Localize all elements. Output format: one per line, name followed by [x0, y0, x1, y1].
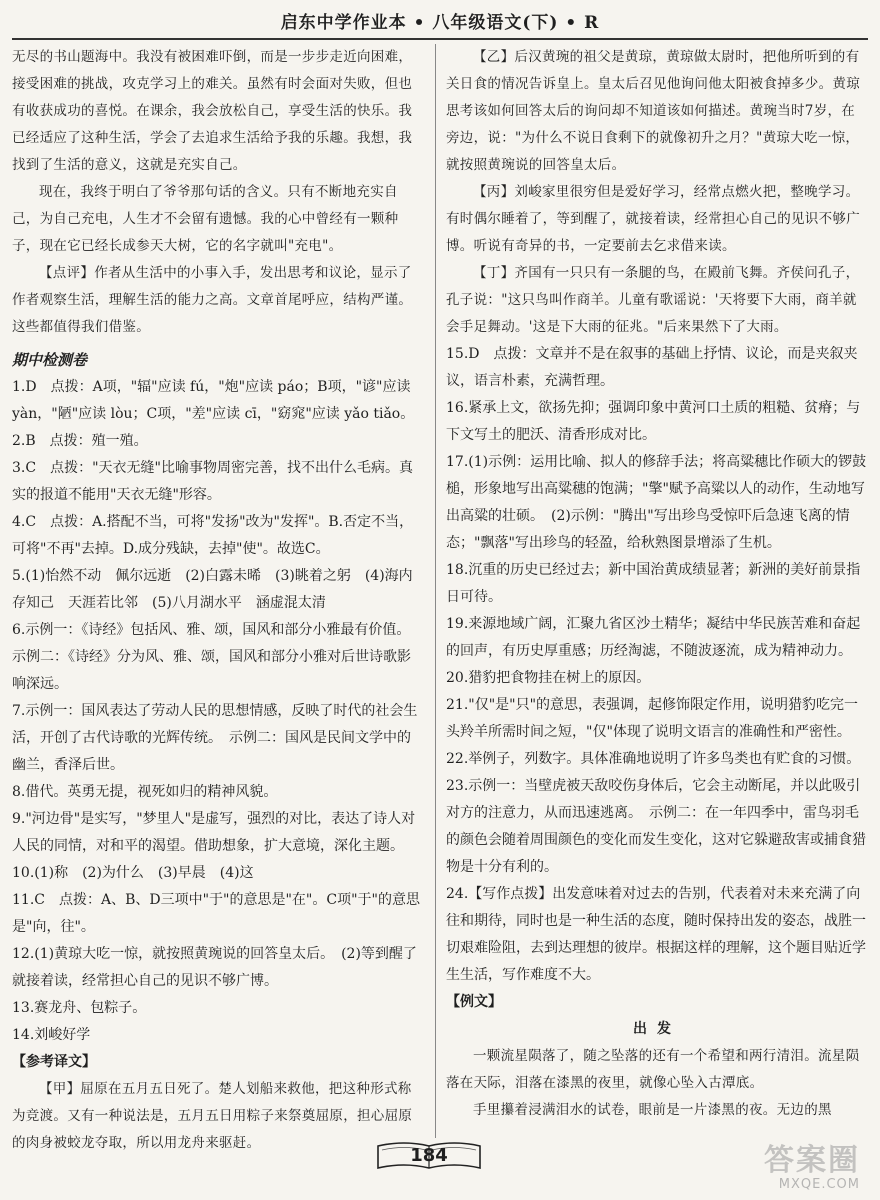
- reference-heading: 【参考译文】: [12, 1054, 96, 1070]
- answer-item: 21."仅"是"只"的意思，表强调，起修饰限定作用，说明猎豹吃完一头羚羊所需时间之短，"仅"体现了说明文语言的准确性和严密性。: [446, 697, 859, 740]
- section-title: 期中检测卷: [12, 351, 88, 369]
- answer-item: 22.举例子，列数字。具体准确地说明了许多鸟类也有贮食的习惯。: [446, 751, 861, 767]
- answer-item: 11.C 点拨：A、B、D三项中"于"的意思是"在"。C项"于"的意思是"向，往"。: [12, 892, 420, 935]
- essay-title: 出发: [633, 1021, 681, 1037]
- answer-item: 23.示例一：当壁虎被天敌咬伤身体后，它会主动断尾，并以此吸引对方的注意力，从而迅速逃离。 示例二：在一年四季中，雷鸟羽毛的颜色会随着周围颜色的变化而发生变化，这对它躲避敌害或捕食猎物是十分有利的。: [446, 778, 866, 875]
- page-number-badge: [374, 1138, 484, 1172]
- reference-paragraph: 【乙】后汉黄琬的祖父是黄琼，黄琼做太尉时，把他所听到的有关日食的情况告诉皇上。皇太后召见他询问他太阳被食掉多少。黄琼思考该如何回答太后的询问却不知道该如何描述。黄琬当时7岁，在旁边，说："为什么不说日食剩下的就像初升之月？"黄琼大吃一惊，就按照黄琬说的回答皇太后。: [446, 49, 860, 173]
- essay-paragraph: 手里攥着浸满泪水的试卷，眼前是一片漆黑的夜。无边的黑: [473, 1102, 832, 1118]
- reference-paragraph: 【丙】刘峻家里很穷但是爱好学习，经常点燃火把，整晚学习。有时偶尔睡着了，等到醒了，就接着读，经常担心自己的见识不够广博。听说有奇异的书，一定要前去乞求借来读。: [446, 184, 860, 254]
- answer-item: 16.紧承上文，欲扬先抑；强调印象中黄河口土质的粗糙、贫瘠；与下文写土的肥沃、清香形成对比。: [446, 400, 861, 443]
- running-header: [12, 8, 868, 40]
- reference-paragraph: 【丁】齐国有一只只有一条腿的鸟，在殿前飞舞。齐侯问孔子，孔子说："这只鸟叫作商羊。儿童有歌谣说：'天将要下大雨，商羊就会手足舞动。'这是下大雨的征兆。"后来果然下了大雨。: [446, 265, 860, 335]
- essay-paragraph: 现在，我终于明白了爷爷那句话的含义。只有不断地充实自己，为自己充电，人生才不会留有遗憾。我的心中曾经有一颗种子，现在它已经长成参天大树，它的名字就叫"充电"。: [12, 184, 399, 254]
- answer-item: 9."河边骨"是实写，"梦里人"是虚写，强烈的对比，表达了诗人对人民的同情，对和平的渴望。借助想象，扩大意境，深化主题。: [12, 811, 416, 854]
- answer-item: 6.示例一：《诗经》包括风、雅、颂，国风和部分小雅最有价值。 示例二：《诗经》分为风、雅、颂，国风和部分小雅对后世诗歌影响深远。: [12, 622, 418, 692]
- answer-item: 24.【写作点拨】出发意味着对过去的告别，代表着对未来充满了向往和期待，同时也是一种生活的态度，随时保持出发的姿态，战胜一切艰难险阻，去到达理想的彼岸。根据这样的理解，这个题目贴近学生生活，写作难度不大。: [446, 886, 866, 983]
- right-column: [446, 44, 868, 1140]
- essay-paragraph: 一颗流星陨落了，随之坠落的还有一个希望和两行清泪。流星陨落在天际，泪落在漆黑的夜里，就像心坠入古潭底。: [446, 1048, 860, 1091]
- essay-paragraph: 无尽的书山题海中。我没有被困难吓倒，而是一步步走近向困难，接受困难的挑战，攻克学习上的难关。虽然有时会面对失败，但也有收获成功的喜悦。在课余，我会放松自己，享受生活的快乐。我已经适应了这种生活，学会了去追求生活给予我的乐趣。我想，我找到了生活的意义，这就是充实自己。: [12, 49, 413, 173]
- answer-item: 15.D 点拨：文章并不是在叙事的基础上抒情、议论，而是夹叙夹议，语言朴素，充满哲理。: [446, 346, 858, 389]
- answer-item: 20.猎豹把食物挂在树上的原因。: [446, 670, 651, 686]
- answer-item: 1.D 点拨：A项，"辐"应读 fú，"炮"应读 páo；B项，"谚"应读 yàn，"陋"应读 lòu；C项，"差"应读 cī，"窈窕"应读 yǎo tiǎo。: [12, 379, 415, 422]
- answer-item: 7.示例一：国风表达了劳动人民的思想情感，反映了时代的社会生活，开创了古代诗歌的光辉传统。 示例二：国风是民间文学中的幽兰，香泽后世。: [12, 703, 418, 773]
- answer-item: 8.借代。英勇无提，视死如归的精神风貌。: [12, 784, 278, 800]
- answer-item: 5.(1)怡然不动 佩尔远逝 (2)白露未晞 (3)眺着之躬 (4)海内存知己 天涯若比邻 (5)八月湖水平 涵虚混太清: [12, 568, 413, 611]
- answer-item: 14.刘峻好学: [12, 1027, 91, 1043]
- answer-item: 4.C 点拨：A.搭配不当，可将"发扬"改为"发挥"。B.否定不当，可将"不再"去掉。D.成分残缺，去掉"使"。故选C。: [12, 514, 414, 557]
- comment-paragraph: 【点评】作者从生活中的小事入手，发出思考和议论，显示了作者观察生活，理解生活的能力之高。文章首尾呼应，结构严谨。这些都值得我们借鉴。: [12, 265, 413, 335]
- left-column: [12, 44, 424, 1151]
- site-watermark: [764, 1145, 860, 1192]
- answer-item: 3.C 点拨："天衣无缝"比喻事物周密完善，找不出什么毛病。真实的报道不能用"天衣无缝"形容。: [12, 460, 413, 503]
- column-divider: [435, 44, 436, 1138]
- answer-item: 10.(1)称 (2)为什么 (3)早晨 (4)这: [12, 865, 254, 881]
- reference-paragraph: 【甲】屈原在五月五日死了。楚人划船来救他，把这种形式称为竞渡。又有一种说法是，五月五日用粽子来祭奠屈原，担心屈原的肉身被蛟龙夺取，所以用龙舟来驱赶。: [12, 1081, 413, 1151]
- answer-item: 2.B 点拨：殖一殖。: [12, 433, 148, 449]
- answer-item: 18.沉重的历史已经过去；新中国治黄成绩显著；新洲的美好前景指日可待。: [446, 562, 861, 605]
- header-title: 启东中学作业本 • 八年级语文(下) • R: [280, 13, 600, 33]
- answer-item: 13.赛龙舟、包粽子。: [12, 1000, 147, 1016]
- answer-item: 19.来源地域广阔，汇聚九省区沙土精华；凝结中华民族苦难和奋起的回声，有历史厚重感；历经淘滤，不随波逐流，成为精神动力。: [446, 616, 861, 659]
- page-number: 184: [410, 1144, 448, 1166]
- example-heading: 【例文】: [446, 994, 502, 1010]
- watermark-main: 答案圈: [764, 1143, 860, 1178]
- answer-item: 12.(1)黄琼大吃一惊，就按照黄琬说的回答皇太后。 (2)等到醒了就接着读，经常担心自己的见识不够广博。: [12, 946, 417, 989]
- watermark-sub: MXQE.COM: [778, 1177, 860, 1192]
- answer-item: 17.(1)示例：运用比喻、拟人的修辞手法；将高粱穗比作硕大的锣鼓槌，形象地写出高粱穗的饱满；"擎"赋予高粱以人的动作，生动地写出高粱的壮硕。 (2)示例："腾出"写出珍鸟受惊吓后急速飞离的情态；"飘落"写出珍鸟的轻盈，给秋熟图景增添了生机。: [446, 454, 867, 551]
